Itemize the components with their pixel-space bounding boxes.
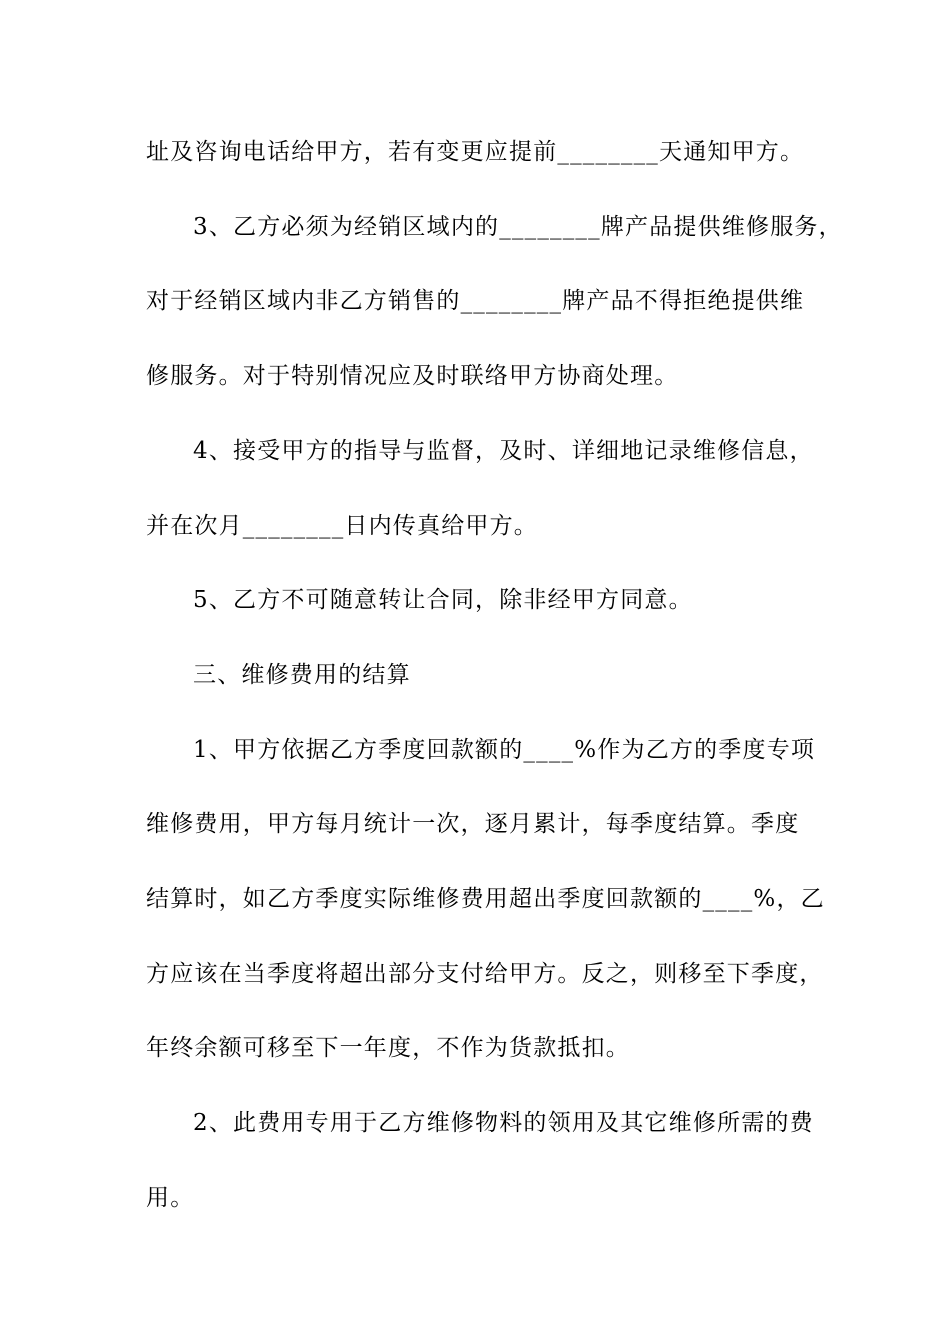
paragraph-line: 方应该在当季度将超出部分支付给甲方。反之，则移至下季度， bbox=[146, 961, 824, 987]
paragraph-line: 用。 bbox=[146, 1185, 195, 1211]
paragraph-line: 对于经销区域内非乙方销售的________牌产品不得拒绝提供维 bbox=[146, 288, 805, 314]
paragraph-line: 1、甲方依据乙方季度回款额的____%作为乙方的季度专项 bbox=[193, 737, 816, 763]
paragraph-line: 址及咨询电话给甲方，若有变更应提前________天通知甲方。 bbox=[146, 139, 805, 165]
paragraph-line: 并在次月________日内传真给甲方。 bbox=[146, 513, 538, 539]
paragraph-line: 维修费用，甲方每月统计一次，逐月累计，每季度结算。季度 bbox=[146, 811, 800, 837]
paragraph-line: 结算时，如乙方季度实际维修费用超出季度回款额的____%，乙 bbox=[146, 886, 825, 912]
paragraph-line: 5、乙方不可随意转让合同，除非经甲方同意。 bbox=[193, 587, 693, 613]
paragraph-line: 4、接受甲方的指导与监督，及时、详细地记录维修信息， bbox=[193, 438, 814, 464]
paragraph-line: 修服务。对于特别情况应及时联络甲方协商处理。 bbox=[146, 363, 679, 389]
paragraph-line: 3、乙方必须为经销区域内的________牌产品提供维修服务， bbox=[193, 214, 843, 240]
paragraph-line: 2、此费用专用于乙方维修物料的领用及其它维修所需的费 bbox=[193, 1110, 814, 1136]
paragraph-line: 年终余额可移至下一年度，不作为货款抵扣。 bbox=[146, 1035, 630, 1061]
section-heading: 三、维修费用的结算 bbox=[193, 662, 411, 688]
